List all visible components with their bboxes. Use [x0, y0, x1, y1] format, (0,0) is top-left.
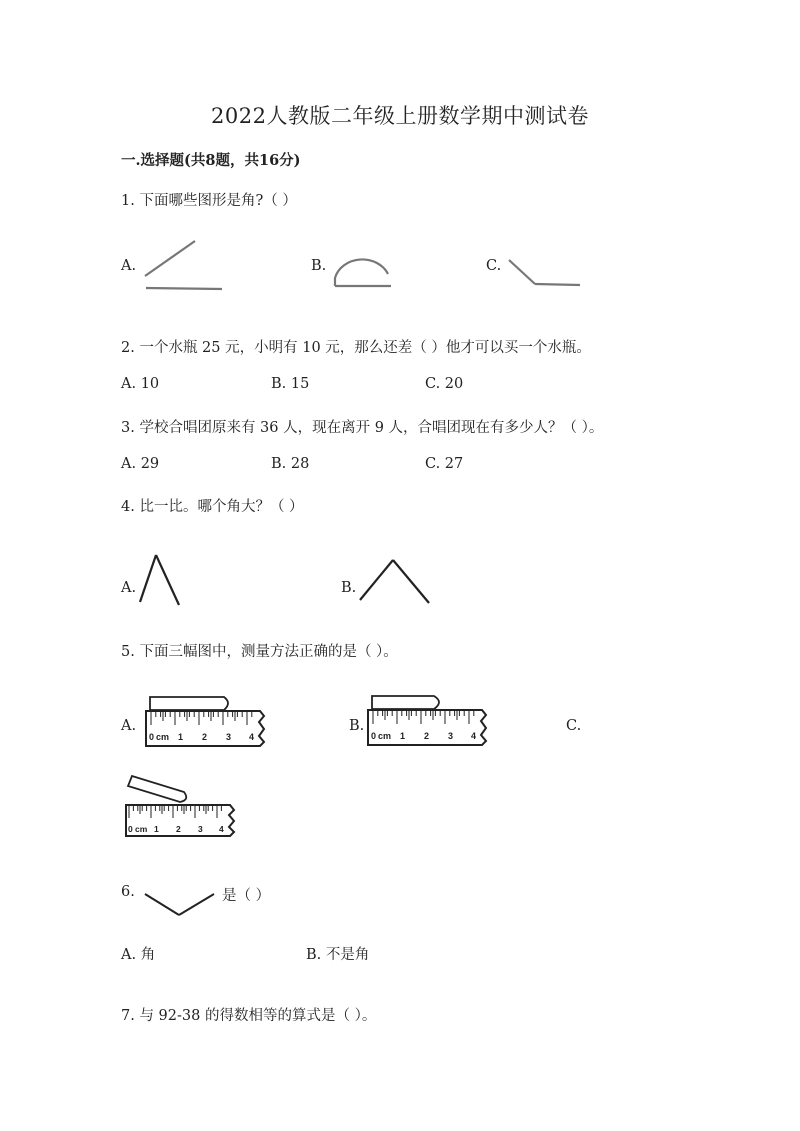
q5-ruler-figure-a: [142, 694, 277, 750]
q5-option-c[interactable]: C.: [566, 718, 582, 734]
ruler-label-2: 2: [202, 732, 208, 742]
ruler-label-0: 0: [371, 731, 377, 741]
q5-ruler-figure-c: [122, 772, 242, 840]
question-2: 2. 一个水瓶 25 元，小明有 10 元，那么还差（ ）他才可以买一个水瓶。: [121, 340, 591, 356]
q2-option-b[interactable]: B. 15: [271, 376, 310, 392]
q5-option-b[interactable]: B.: [349, 718, 365, 734]
ruler-label-3: 3: [448, 731, 454, 741]
q1-figure-a: [140, 238, 230, 294]
ruler-label-2: 2: [424, 731, 430, 741]
q5-option-a[interactable]: A.: [121, 718, 137, 734]
ruler-label-1: 1: [400, 731, 406, 741]
ruler-label-4: 4: [471, 731, 477, 741]
q1-option-b[interactable]: B.: [311, 258, 327, 274]
q1-figure-b: [330, 248, 395, 290]
section-header: 一.选择题(共8题，共16分): [121, 152, 301, 169]
q1-figure-c: [505, 254, 585, 290]
q6-angle-figure: [142, 890, 222, 920]
ruler-label-1: 1: [154, 824, 159, 834]
question-3: 3. 学校合唱团原来有 36 人，现在离开 9 人，合唱团现在有多少人？（ ）。: [121, 420, 604, 436]
question-6-text: 是（ ）: [222, 888, 271, 904]
ruler-label-1: 1: [178, 732, 184, 742]
q2-option-c[interactable]: C. 20: [425, 376, 464, 392]
ruler-label-cm: cm: [156, 732, 170, 742]
ruler-label-3: 3: [198, 824, 203, 834]
q1-option-c[interactable]: C.: [486, 258, 502, 274]
question-6-number: 6.: [121, 884, 135, 900]
q6-option-b[interactable]: B. 不是角: [306, 947, 370, 963]
ruler-label-2: 2: [176, 824, 181, 834]
q3-option-b[interactable]: B. 28: [271, 456, 310, 472]
ruler-label-4: 4: [249, 732, 255, 742]
q4-figure-b: [356, 555, 436, 607]
ruler-label-3: 3: [226, 732, 232, 742]
ruler-label-cm: cm: [378, 731, 392, 741]
q4-option-a[interactable]: A.: [121, 580, 137, 596]
question-7: 7. 与 92-38 的得数相等的算式是（ ）。: [121, 1008, 377, 1024]
ruler-label-0: 0: [149, 732, 155, 742]
q1-option-a[interactable]: A.: [121, 258, 137, 274]
q3-option-c[interactable]: C. 27: [425, 456, 464, 472]
question-1: 1. 下面哪些图形是角?（ ）: [121, 193, 297, 209]
ruler-label-cm: cm: [135, 824, 148, 834]
q3-option-a[interactable]: A. 29: [121, 456, 160, 472]
ruler-label-4: 4: [219, 824, 224, 834]
q5-ruler-figure-b: [364, 693, 499, 749]
q4-figure-a: [136, 550, 186, 608]
q2-option-a[interactable]: A. 10: [121, 376, 160, 392]
q4-option-b[interactable]: B.: [341, 580, 357, 596]
question-5: 5. 下面三幅图中，测量方法正确的是（ ）。: [121, 644, 398, 660]
ruler-label-0: 0: [128, 824, 133, 834]
q6-option-a[interactable]: A. 角: [121, 947, 156, 963]
page-title: 2022人教版二年级上册数学期中测试卷: [211, 104, 589, 128]
question-4: 4. 比一比。哪个角大？（ ）: [121, 499, 304, 515]
